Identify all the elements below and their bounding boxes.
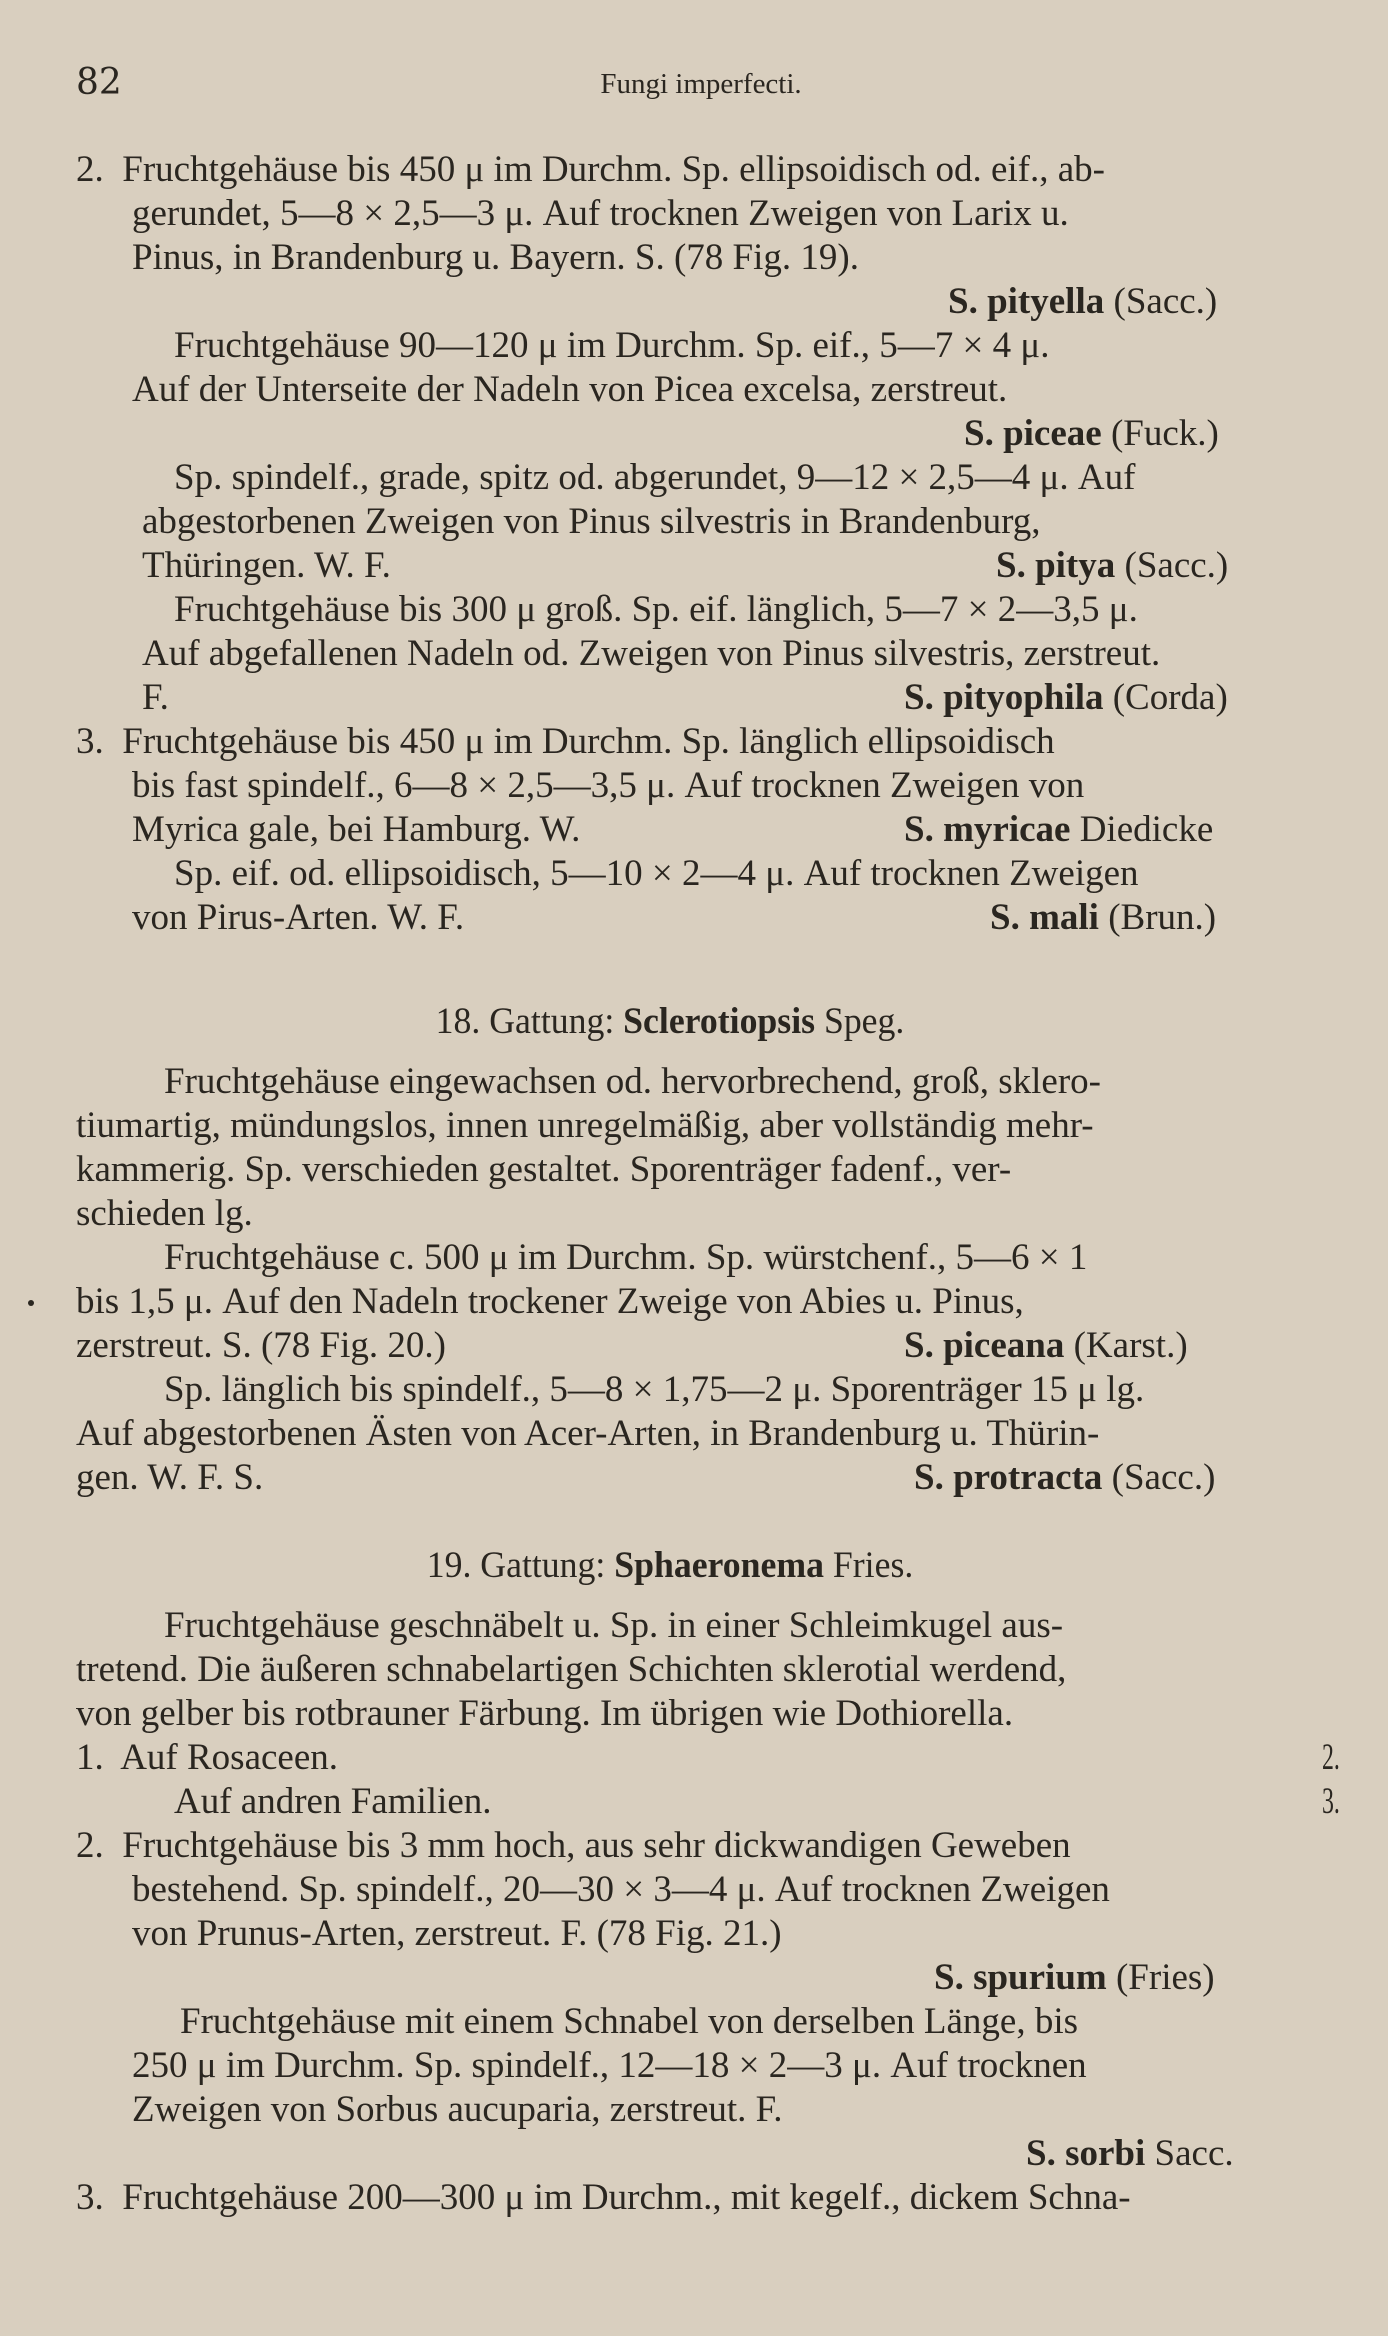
text-line: von Pirus-Arten. W. F. [132, 897, 465, 938]
text-line: Sp. spindelf., grade, spitz od. abgerundet, 9—12 × 2,5—4 μ. Auf [174, 457, 1136, 498]
species-name: S. mali (Brun.) [990, 897, 1217, 938]
text-line: Zweigen von Sorbus aucuparia, zerstreut. F. [132, 2089, 783, 2130]
text-line: Auf der Unterseite der Nadeln von Picea excelsa, zerstreut. [132, 369, 1008, 410]
species-name: S. piceae (Fuck.) [964, 413, 1219, 454]
page-number: 82 [76, 62, 122, 103]
text-line: 3. Fruchtgehäuse bis 450 μ im Durchm. Sp. länglich ellipsoidisch [76, 721, 1055, 762]
species-name: S. pityophila (Corda) [904, 677, 1228, 718]
text-line: tretend. Die äußeren schnabelartigen Schichten sklerotial werdend, [76, 1649, 1067, 1690]
text-line: Pinus, in Brandenburg u. Bayern. S. (78 Fig. 19). [132, 237, 859, 278]
text-line: Fruchtgehäuse bis 300 μ groß. Sp. eif. länglich, 5—7 × 2—3,5 μ. [174, 589, 1138, 630]
page-header [76, 62, 1326, 112]
text-line: gen. W. F. S. [76, 1457, 264, 1498]
species-name: S. piceana (Karst.) [904, 1325, 1188, 1366]
text-line: Fruchtgehäuse c. 500 μ im Durchm. Sp. würstchenf., 5—6 × 1 [164, 1237, 1088, 1278]
text-line: Auf abgefallenen Nadeln od. Zweigen von Pinus silvestris, zerstreut. [142, 633, 1161, 674]
key-line: 1. Auf Rosaceen. [76, 1737, 339, 1778]
species-name: S. myricae Diedicke [904, 809, 1214, 850]
text-line: Sp. länglich bis spindelf., 5—8 × 1,75—2 μ. Sporenträger 15 μ lg. [164, 1369, 1145, 1410]
key-ref: 2. [1322, 1737, 1340, 1778]
text-line: 3. Fruchtgehäuse 200—300 μ im Durchm., mit kegelf., dickem Schna- [76, 2177, 1131, 2218]
species-name: S. protracta (Sacc.) [914, 1457, 1216, 1498]
text-line: Auf abgestorbenen Ästen von Acer-Arten, in Brandenburg u. Thürin- [76, 1413, 1100, 1454]
key-line: Auf andren Familien. [174, 1781, 492, 1822]
text-line: bestehend. Sp. spindelf., 20—30 × 3—4 μ. Auf trocknen Zweigen [132, 1869, 1110, 1910]
species-name: S. pitya (Sacc.) [996, 545, 1229, 586]
text-line: tiumartig, mündungslos, innen unregelmäßig, aber vollständig mehr- [76, 1105, 1094, 1146]
text-line: gerundet, 5—8 × 2,5—3 μ. Auf trocknen Zweigen von Larix u. [132, 193, 1069, 234]
text-line: abgestorbenen Zweigen von Pinus silvestris in Brandenburg, [142, 501, 1041, 542]
text-line: Fruchtgehäuse mit einem Schnabel von derselben Länge, bis [180, 2001, 1079, 2042]
text-line: von Prunus-Arten, zerstreut. F. (78 Fig. 21.) [132, 1913, 782, 1954]
speck-mark [28, 1300, 34, 1306]
text-line: Sp. eif. od. ellipsoidisch, 5—10 × 2—4 μ. Auf trocknen Zweigen [174, 853, 1139, 894]
text-line: von gelber bis rotbrauner Färbung. Im übrigen wie Dothiorella. [76, 1693, 1014, 1734]
section-heading: 18. Gattung: Sclerotiopsis Speg. [435, 1001, 905, 1042]
text-line: F. [142, 677, 169, 718]
text-line: Thüringen. W. F. [142, 545, 391, 586]
text-line: 2. Fruchtgehäuse bis 3 mm hoch, aus sehr dickwandigen Geweben [76, 1825, 1071, 1866]
species-name: S. spurium (Fries) [934, 1957, 1215, 1998]
text-line: 2. Fruchtgehäuse bis 450 μ im Durchm. Sp. ellipsoidisch od. eif., ab- [76, 149, 1105, 190]
running-title: Fungi imperfecti. [600, 68, 802, 100]
text-line: kammerig. Sp. verschieden gestaltet. Sporenträger fadenf., ver- [76, 1149, 1012, 1190]
key-ref: 3. [1322, 1781, 1340, 1822]
text-line: Fruchtgehäuse 90—120 μ im Durchm. Sp. eif., 5—7 × 4 μ. [174, 325, 1050, 366]
species-name: S. sorbi Sacc. [1026, 2133, 1234, 2174]
species-name: S. pityella (Sacc.) [948, 281, 1218, 322]
text-line: Fruchtgehäuse geschnäbelt u. Sp. in einer Schleimkugel aus- [164, 1605, 1064, 1646]
text-line: Myrica gale, bei Hamburg. W. [132, 809, 581, 850]
section-heading: 19. Gattung: Sphaeronema Fries. [426, 1545, 914, 1586]
text-line: zerstreut. S. (78 Fig. 20.) [76, 1325, 446, 1366]
text-line: 250 μ im Durchm. Sp. spindelf., 12—18 × 2—3 μ. Auf trocknen [132, 2045, 1087, 2086]
text-line: bis 1,5 μ. Auf den Nadeln trockener Zweige von Abies u. Pinus, [76, 1281, 1024, 1322]
text-line: bis fast spindelf., 6—8 × 2,5—3,5 μ. Auf trocknen Zweigen von [132, 765, 1085, 806]
text-line: schieden lg. [76, 1193, 253, 1234]
text-line: Fruchtgehäuse eingewachsen od. hervorbrechend, groß, sklero- [164, 1061, 1101, 1102]
